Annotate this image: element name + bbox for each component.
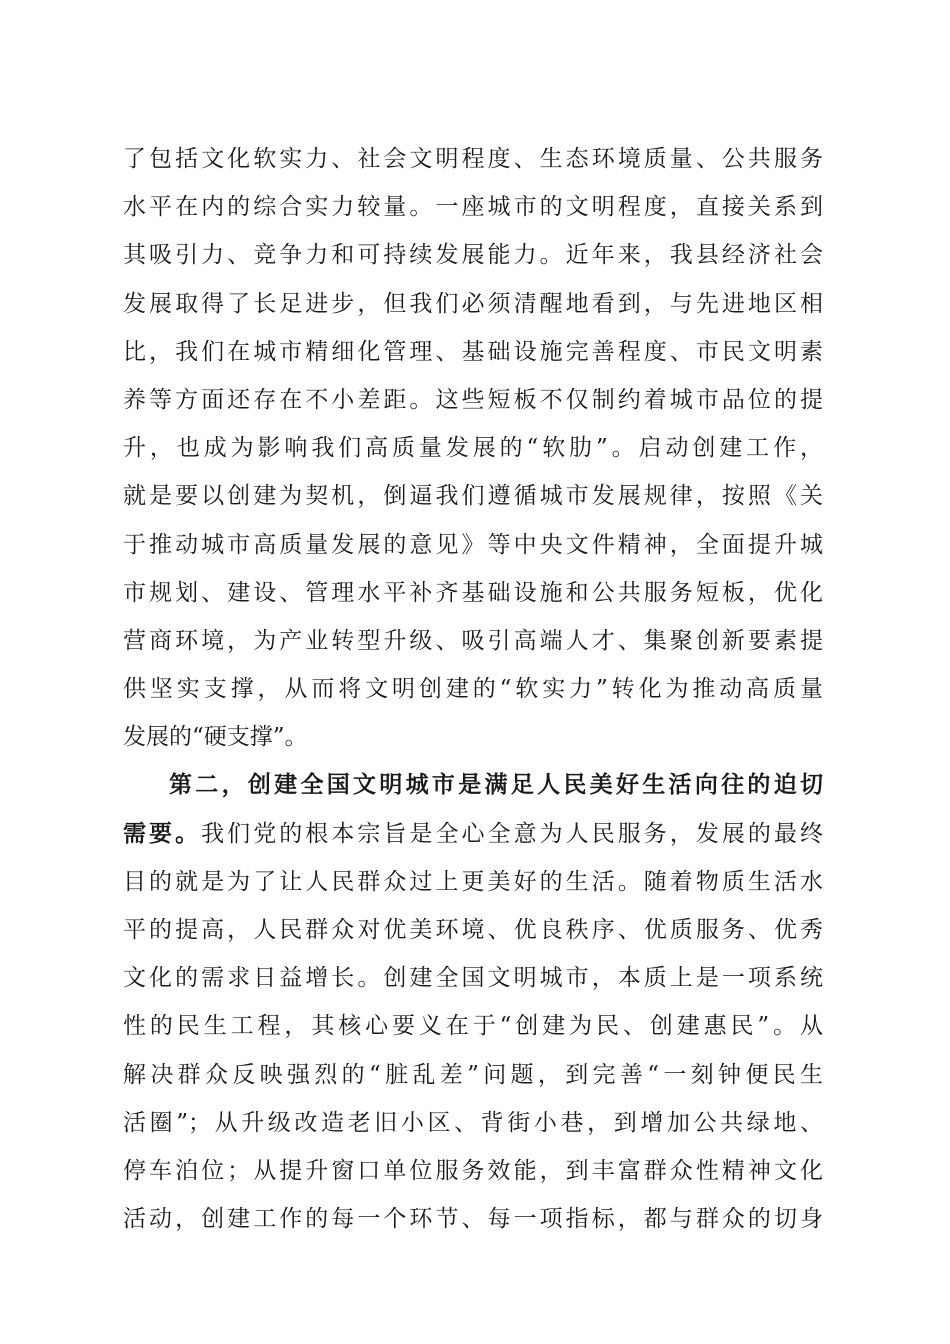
paragraph-line: 营商环境，为产业转型升级、吸引高端人才、集聚创新要素提 <box>123 627 823 654</box>
section-heading-line: 第二，创建全国文明城市是满足人民美好生活向往的迫切 <box>169 771 823 799</box>
paragraph-text: 我们党的根本宗旨是全心全意为人民服务，发展的最终 <box>201 820 824 847</box>
paragraph-line: 性的民生工程，其核心要义在于“创建为民、创建惠民”。从 <box>123 1013 823 1040</box>
document-body <box>123 135 823 1243</box>
section-heading-end: 需要。 <box>123 819 202 847</box>
paragraph-1 <box>123 135 823 761</box>
paragraph-line: 了包括文化软实力、社会文明程度、生态环境质量、公共服务 <box>123 146 823 172</box>
paragraph-line: 目的就是为了让人民群众过上更美好的生活。随着物质生活水 <box>123 868 823 895</box>
paragraph-line: 平的提高，人民群众对优美环境、优良秩序、优质服务、优秀 <box>123 917 823 943</box>
paragraph-line: 升，也成为影响我们高质量发展的“软肋”。启动创建工作， <box>123 435 823 462</box>
paragraph-line: 停车泊位；从提升窗口单位服务效能，到丰富群众性精神文化 <box>123 1157 823 1184</box>
paragraph-line: 其吸引力、竞争力和可持续发展能力。近年来，我县经济社会 <box>123 242 823 269</box>
paragraph-line: 发展取得了长足进步，但我们必须清醒地看到，与先进地区相 <box>123 290 823 317</box>
paragraph-line: 活动，创建工作的每一个环节、每一项指标，都与群众的切身 <box>123 1206 823 1233</box>
paragraph-line: 于推动城市高质量发展的意见》等中央文件精神，全面提升城 <box>123 531 823 558</box>
paragraph-line: 就是要以创建为契机，倒逼我们遵循城市发展规律，按照《关 <box>123 483 823 510</box>
paragraph-line: 解决群众反映强烈的“脏乱差”问题，到完善“一刻钟便民生 <box>123 1061 823 1088</box>
paragraph-line: 文化的需求日益增长。创建全国文明城市，本质上是一项系统 <box>123 965 823 992</box>
paragraph-line: 发展的“硬支撑”。 <box>123 724 308 751</box>
paragraph-line: 水平在内的综合实力较量。一座城市的文明程度，直接关系到 <box>123 194 823 221</box>
paragraph-line <box>123 810 823 858</box>
paragraph-line: 活圈”；从升级改造老旧小区、背街小巷，到增加公共绿地、 <box>123 1109 823 1136</box>
paragraph-line: 市规划、建设、管理水平补齐基础设施和公共服务短板，优化 <box>123 579 823 606</box>
paragraph-line: 供坚实支撑，从而将文明创建的“软实力”转化为推动高质量 <box>123 676 823 703</box>
paragraph-2 <box>123 761 823 1243</box>
paragraph-line: 比，我们在城市精细化管理、基础设施完善程度、市民文明素 <box>123 338 823 365</box>
paragraph-line: 养等方面还存在不小差距。这些短板不仅制约着城市品位的提 <box>123 386 823 413</box>
